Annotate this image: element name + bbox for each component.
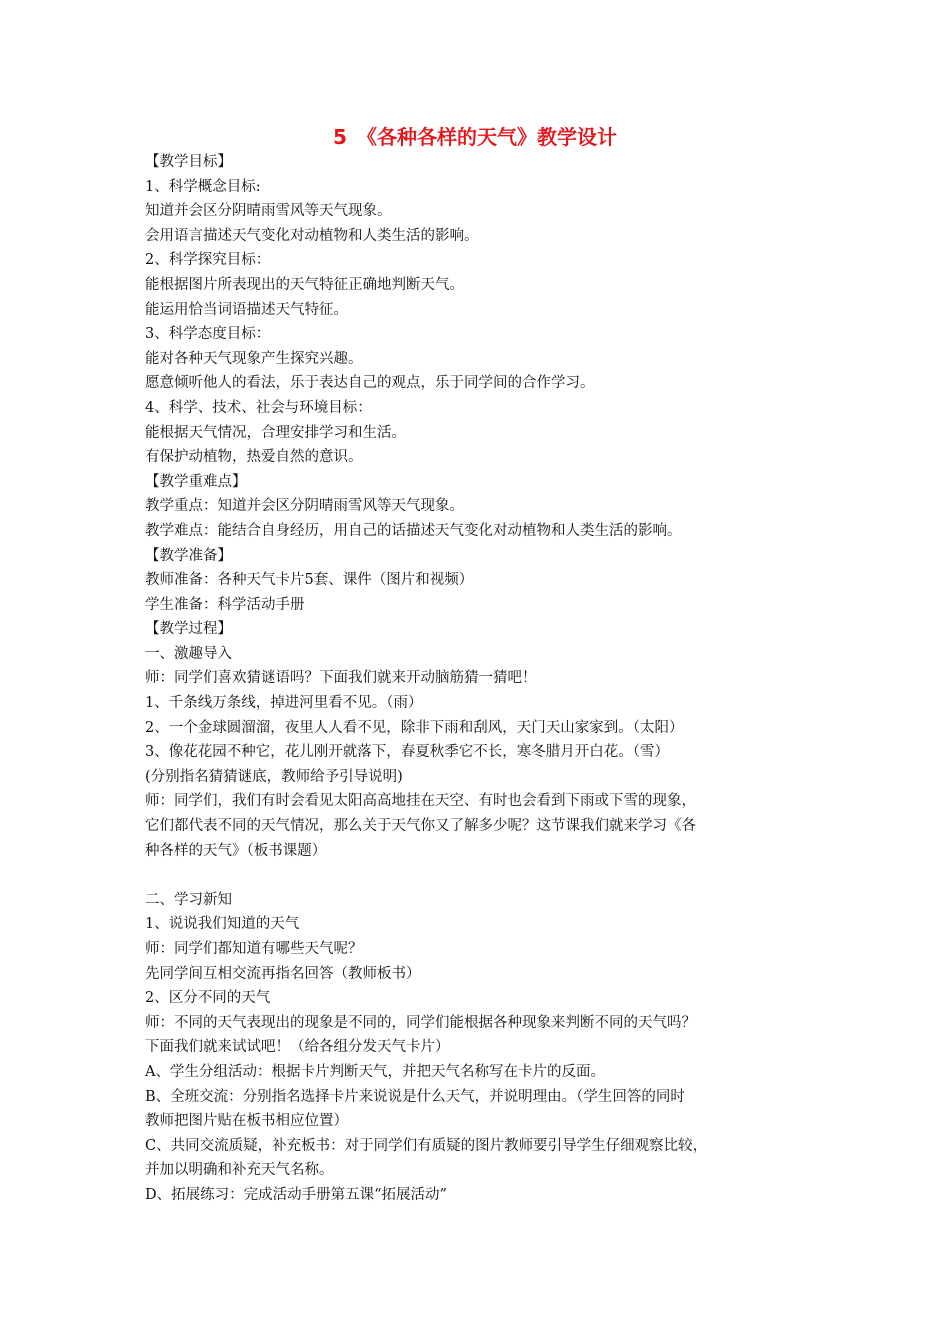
text-line: 并加以明确和补充天气名称。 <box>145 1162 334 1179</box>
text-line: 师：同学们喜欢猜谜语吗？下面我们就来开动脑筋猜一猜吧！ <box>145 670 537 687</box>
text-line: 它们都代表不同的天气情况，那么关于天气你又了解多少呢？这节课我们就来学习《各 <box>145 818 696 835</box>
text-line: 【教学准备】 <box>145 547 232 564</box>
text-line: B、全班交流：分别指名选择卡片来说说是什么天气，并说明理由。（学生回答的同时 <box>145 1088 685 1105</box>
text-line: 2、一个金球圆溜溜，夜里人人看不见，除非下雨和刮风，天门天山家家到。（太阳） <box>145 719 684 736</box>
text-line: D、拓展练习：完成活动手册第五课“拓展活动” <box>145 1186 447 1203</box>
text-line: 有保护动植物，热爱自然的意识。 <box>145 449 363 466</box>
text-line: 教学难点：能结合自身经历，用自己的话描述天气变化对动植物和人类生活的影响。 <box>145 522 682 539</box>
text-line: A、学生分组活动：根据卡片判断天气，并把天气名称写在卡片的反面。 <box>145 1063 605 1080</box>
document-title: 5 《各种各样的天气》教学设计 <box>333 125 617 149</box>
text-line: 师：不同的天气表现出的现象是不同的，同学们能根据各种现象来判断不同的天气吗？ <box>145 1014 696 1031</box>
text-line: 会用语言描述天气变化对动植物和人类生活的影响。 <box>145 227 479 244</box>
text-line: 学生准备：科学活动手册 <box>145 596 305 613</box>
text-line: 种各样的天气》（板书课题） <box>145 842 327 859</box>
text-line: 教师准备：各种天气卡片5套、课件（图片和视频） <box>145 572 474 589</box>
text-line: 1、千条线万条线，掉进河里看不见。（雨） <box>145 695 423 712</box>
text-line: 下面我们就来试试吧！（给各组分发天气卡片） <box>145 1039 450 1056</box>
text-line: 2、科学探究目标： <box>145 252 271 269</box>
text-line: 知道并会区分阴晴雨雪风等天气现象。 <box>145 203 392 220</box>
text-line: 二、学习新知 <box>145 891 232 908</box>
text-line: 能对各种天气现象产生探究兴趣。 <box>145 350 363 367</box>
text-line: 教师把图片贴在板书相应位置） <box>145 1113 348 1130</box>
text-line: C、共同交流质疑，补充板书：对于同学们有质疑的图片教师要引导学生仔细观察比较， <box>145 1137 708 1154</box>
text-line: 1、说说我们知道的天气 <box>145 916 300 933</box>
text-line: 4、科学、技术、社会与环境目标： <box>145 399 372 416</box>
text-line: 能根据天气情况，合理安排学习和生活。 <box>145 424 406 441</box>
text-line: 【教学过程】 <box>145 621 232 638</box>
text-line: 【教学目标】 <box>145 154 232 170</box>
text-line: 2、区分不同的天气 <box>145 990 271 1007</box>
text-line: (分别指名猜猜谜底，教师给予引导说明) <box>145 768 403 785</box>
text-line: 能根据图片所表现出的天气特征正确地判断天气。 <box>145 276 464 293</box>
text-line: 师：同学们都知道有哪些天气呢？ <box>145 941 363 957</box>
text-line: 愿意倾听他人的看法，乐于表达自己的观点，乐于同学间的合作学习。 <box>145 375 595 392</box>
text-line: 能运用恰当词语描述天气特征。 <box>145 301 348 318</box>
text-line: 一、激趣导入 <box>145 645 232 662</box>
text-line: 3、科学态度目标： <box>145 326 271 343</box>
text-line: 师：同学们，我们有时会看见太阳高高地挂在天空、有时也会看到下雨或下雪的现象， <box>145 793 696 810</box>
document-body <box>145 150 825 1208</box>
text-line: 教学重点：知道并会区分阴晴雨雪风等天气现象。 <box>145 498 464 515</box>
text-line <box>145 863 825 888</box>
text-line: 先同学间互相交流再指名回答（教师板书） <box>145 965 421 982</box>
text-line: 3、像花花园不种它，花儿刚开就落下，春夏秋季它不长，寒冬腊月开白花。（雪） <box>145 744 669 761</box>
text-line: 1、科学概念目标: <box>145 178 261 195</box>
text-line: 【教学重难点】 <box>145 473 247 490</box>
